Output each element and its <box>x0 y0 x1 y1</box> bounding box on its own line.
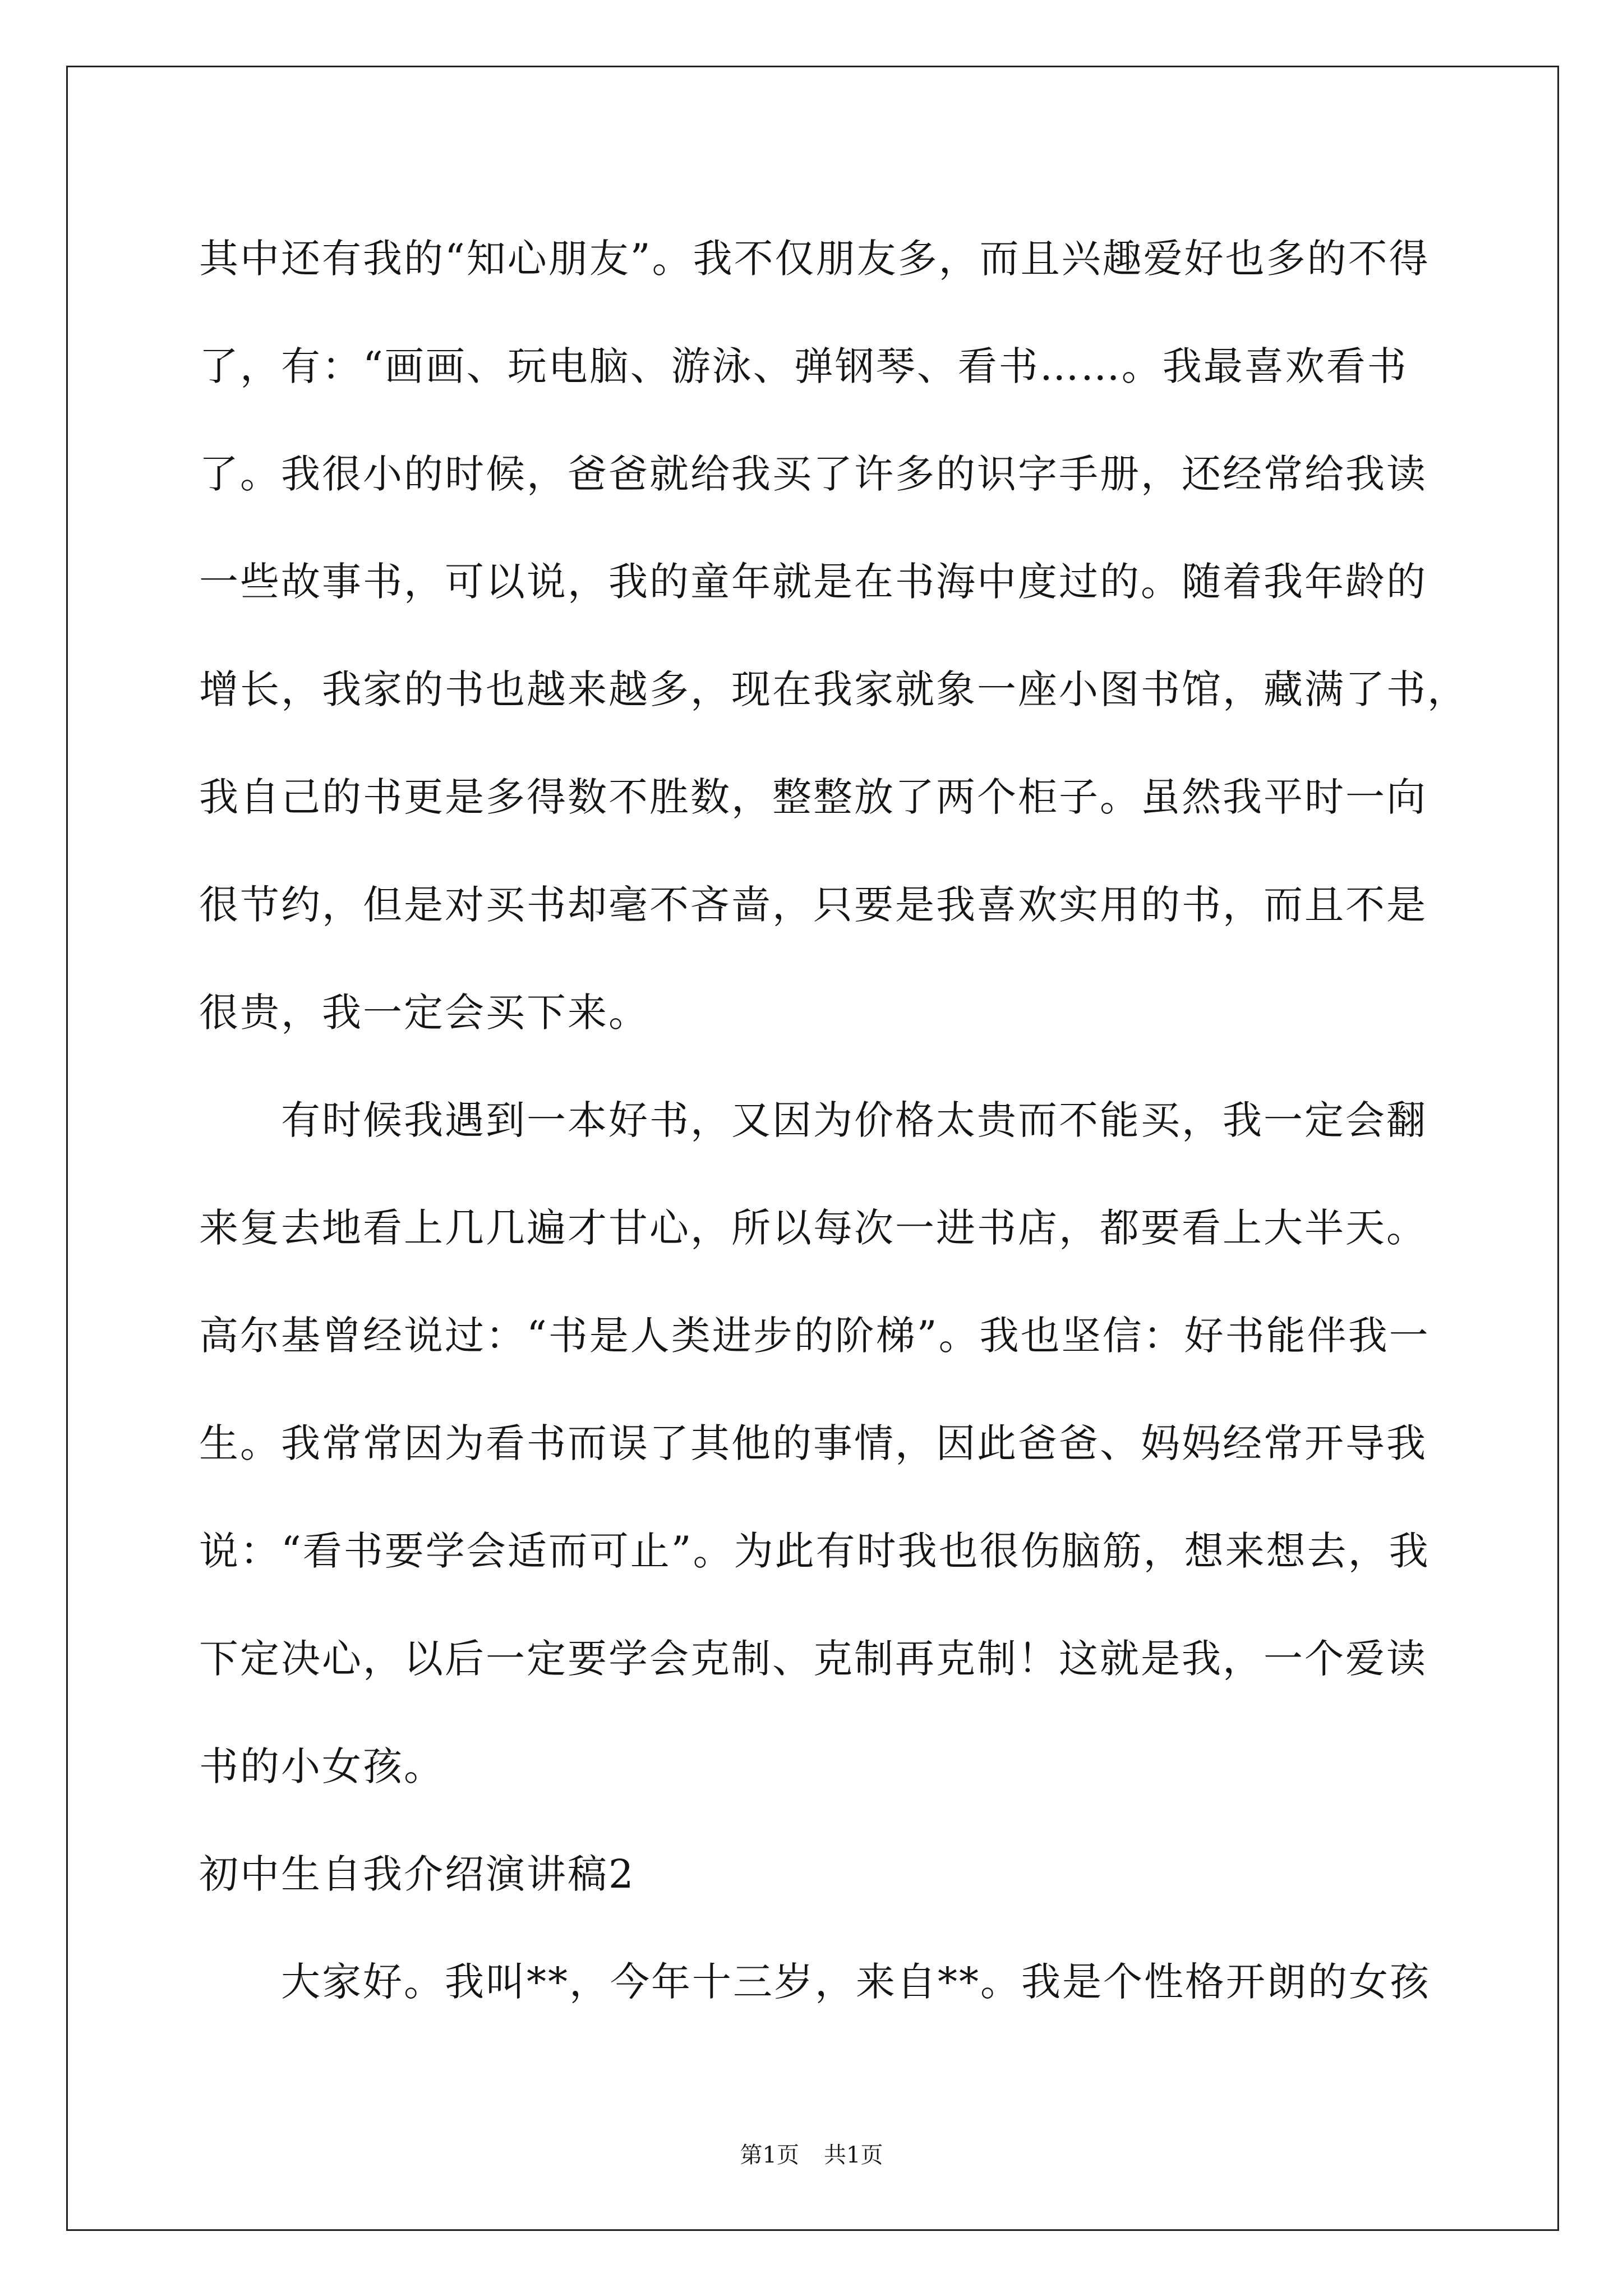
text-line: 其中还有我的“知心朋友”。我不仅朋友多，而且兴趣爱好也多的不得 <box>199 236 1430 282</box>
text-line: 很节约，但是对买书却毫不吝啬，只要是我喜欢实用的书，而且不是 <box>199 882 1427 928</box>
text-line: 书的小女孩。 <box>199 1743 445 1789</box>
text-line: 下定决心，以后一定要学会克制、克制再克制！这就是我，一个爱读 <box>199 1636 1427 1682</box>
paragraph-1 <box>199 222 1468 1084</box>
text-line: 我自己的书更是多得数不胜数，整整放了两个柜子。虽然我平时一向 <box>199 774 1427 820</box>
text-line: 生。我常常因为看书而误了其他的事情，因此爸爸、妈妈经常开导我 <box>199 1420 1427 1466</box>
text-line: 来复去地看上几几遍才甘心，所以每次一进书店，都要看上大半天。 <box>199 1205 1427 1251</box>
document-body <box>199 222 1468 2053</box>
text-line: 了，有：“画画、玩电脑、游泳、弹钢琴、看书……。我最喜欢看书 <box>199 343 1408 389</box>
text-line: 增长，我家的书也越来越多，现在我家就象一座小图书馆，藏满了书， <box>199 666 1468 712</box>
text-line: 有时候我遇到一本好书，又因为价格太贵而不能买，我一定会翻 <box>281 1097 1427 1143</box>
section-title: 初中生自我介绍演讲稿2 <box>199 1851 635 1897</box>
paragraph-3 <box>199 1945 1433 2053</box>
paragraph-2 <box>199 1084 1433 1838</box>
page-total: 共1页 <box>824 2142 883 2168</box>
text-line: 说：“看书要学会适而可止”。为此有时我也很伤脑筋，想来想去，我 <box>199 1528 1430 1574</box>
text-line: 很贵，我一定会买下来。 <box>199 990 649 1036</box>
text-line: 高尔基曾经说过：“书是人类进步的阶梯”。我也坚信：好书能伴我一 <box>199 1313 1430 1359</box>
page-footer <box>0 2138 1623 2172</box>
text-line: 大家好。我叫**，今年十三岁，来自**。我是个性格开朗的女孩 <box>281 1959 1431 2005</box>
text-line: 一些故事书，可以说，我的童年就是在书海中度过的。随着我年龄的 <box>199 559 1427 605</box>
text-line: 了。我很小的时候，爸爸就给我买了许多的识字手册，还经常给我读 <box>199 451 1427 497</box>
page-number: 第1页 <box>740 2142 799 2168</box>
